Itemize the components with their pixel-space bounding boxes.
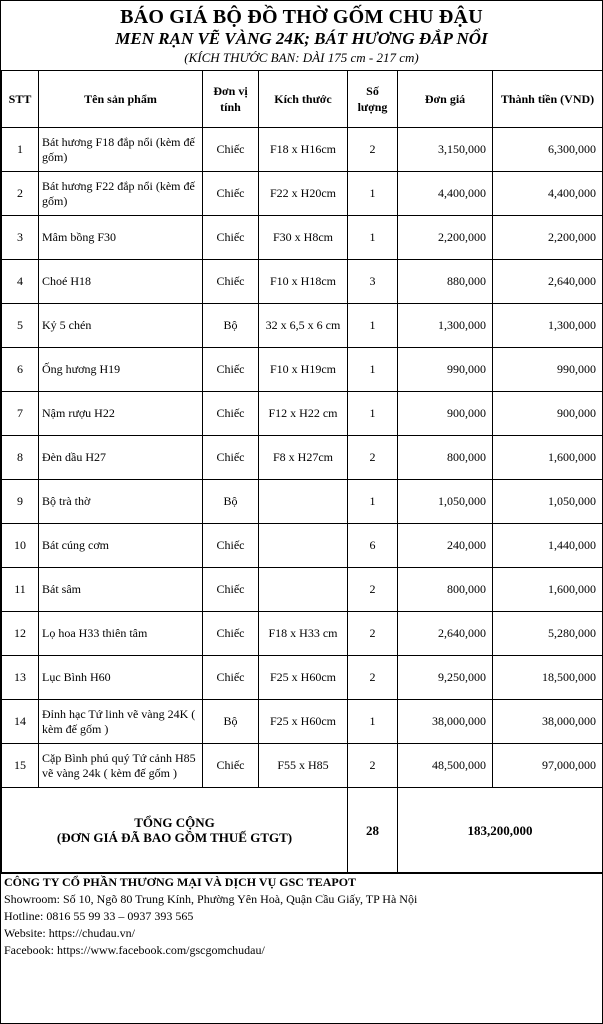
cell-size — [259, 480, 348, 524]
table-header-row — [2, 71, 603, 128]
table-row — [2, 216, 603, 260]
cell-qty: 1 — [348, 392, 398, 436]
company-name: CÔNG TY CỔ PHẦN THƯƠNG MẠI VÀ DỊCH VỤ GSC TEAPOT — [4, 875, 357, 889]
table-row — [2, 744, 603, 788]
table-row — [2, 128, 603, 172]
document-header — [1, 5, 602, 67]
cell-unit: Chiếc — [203, 392, 259, 436]
cell-size: F25 x H60cm — [259, 700, 348, 744]
header-price: Đơn giá — [398, 71, 493, 128]
cell-size: F18 x H16cm — [259, 128, 348, 172]
cell-line-total: 18,500,000 — [493, 656, 603, 700]
cell-line-total: 1,600,000 — [493, 436, 603, 480]
table-row — [2, 436, 603, 480]
cell-product-name: Bát cúng cơm — [39, 524, 203, 568]
cell-size: F12 x H22 cm — [259, 392, 348, 436]
cell-product-name: Kỷ 5 chén — [39, 304, 203, 348]
cell-size — [259, 568, 348, 612]
cell-size: F25 x H60cm — [259, 656, 348, 700]
table-row — [2, 700, 603, 744]
header-size: Kích thước — [259, 71, 348, 128]
cell-line-total: 1,600,000 — [493, 568, 603, 612]
cell-stt: 2 — [2, 172, 39, 216]
showroom-address: Showroom: Số 10, Ngõ 80 Trung Kính, Phường Yên Hoà, Quận Cầu Giấy, TP Hà Nội — [4, 892, 418, 906]
cell-unit: Chiếc — [203, 260, 259, 304]
cell-unit-price: 4,400,000 — [398, 172, 493, 216]
cell-product-name: Đỉnh hạc Tứ linh vẽ vàng 24K ( kèm đế gốm ) — [39, 700, 203, 744]
company-footer — [1, 873, 602, 959]
cell-line-total: 1,440,000 — [493, 524, 603, 568]
table-row — [2, 568, 603, 612]
cell-unit-price: 2,640,000 — [398, 612, 493, 656]
document-title: BÁO GIÁ BỘ ĐỒ THỜ GỐM CHU ĐẬU — [120, 6, 483, 28]
cell-qty: 2 — [348, 128, 398, 172]
cell-unit-price: 800,000 — [398, 568, 493, 612]
cell-qty: 1 — [348, 216, 398, 260]
cell-qty: 1 — [348, 700, 398, 744]
cell-unit: Chiếc — [203, 128, 259, 172]
cell-stt: 10 — [2, 524, 39, 568]
cell-unit: Chiếc — [203, 216, 259, 260]
cell-qty: 1 — [348, 348, 398, 392]
summary-label: TỔNG CỘNG — [134, 815, 215, 830]
cell-product-name: Cặp Bình phú quý Tứ cảnh H85 vẽ vàng 24k ( kèm đế gốm ) — [39, 744, 203, 788]
header-qty: Số lượng — [348, 71, 398, 128]
cell-unit-price: 800,000 — [398, 436, 493, 480]
cell-unit-price: 2,200,000 — [398, 216, 493, 260]
table-row — [2, 260, 603, 304]
cell-product-name: Bát hương F22 đắp nổi (kèm đế gốm) — [39, 172, 203, 216]
cell-unit: Chiếc — [203, 744, 259, 788]
cell-size: F10 x H18cm — [259, 260, 348, 304]
cell-size: F18 x H33 cm — [259, 612, 348, 656]
cell-qty: 6 — [348, 524, 398, 568]
cell-qty: 2 — [348, 656, 398, 700]
cell-stt: 6 — [2, 348, 39, 392]
cell-unit: Bộ — [203, 304, 259, 348]
cell-size: 32 x 6,5 x 6 cm — [259, 304, 348, 348]
cell-unit-price: 880,000 — [398, 260, 493, 304]
table-row — [2, 392, 603, 436]
header-name: Tên sản phẩm — [39, 71, 203, 128]
website-link[interactable]: Website: https://chudau.vn/ — [4, 926, 136, 940]
cell-size: F30 x H8cm — [259, 216, 348, 260]
table-row — [2, 480, 603, 524]
cell-line-total: 97,000,000 — [493, 744, 603, 788]
cell-size: F22 x H20cm — [259, 172, 348, 216]
cell-line-total: 900,000 — [493, 392, 603, 436]
cell-qty: 2 — [348, 568, 398, 612]
cell-stt: 3 — [2, 216, 39, 260]
header-total: Thành tiền (VND) — [493, 71, 603, 128]
facebook-link[interactable]: Facebook: https://www.facebook.com/gscgomchudau/ — [4, 943, 265, 957]
cell-unit: Chiếc — [203, 656, 259, 700]
hotline: Hotline: 0816 55 99 33 – 0937 393 565 — [4, 909, 194, 923]
cell-stt: 14 — [2, 700, 39, 744]
cell-stt: 7 — [2, 392, 39, 436]
cell-line-total: 2,200,000 — [493, 216, 603, 260]
cell-line-total: 990,000 — [493, 348, 603, 392]
cell-stt: 4 — [2, 260, 39, 304]
cell-stt: 1 — [2, 128, 39, 172]
cell-unit-price: 990,000 — [398, 348, 493, 392]
cell-product-name: Bát sâm — [39, 568, 203, 612]
cell-qty: 1 — [348, 480, 398, 524]
cell-unit: Chiếc — [203, 172, 259, 216]
cell-stt: 13 — [2, 656, 39, 700]
cell-unit: Chiếc — [203, 524, 259, 568]
cell-product-name: Lục Bình H60 — [39, 656, 203, 700]
table-row — [2, 348, 603, 392]
cell-line-total: 1,050,000 — [493, 480, 603, 524]
cell-qty: 3 — [348, 260, 398, 304]
summary-qty: 28 — [348, 788, 398, 873]
cell-product-name: Bát hương F18 đắp nổi (kèm đế gốm) — [39, 128, 203, 172]
cell-size — [259, 524, 348, 568]
cell-product-name: Choé H18 — [39, 260, 203, 304]
cell-unit-price: 900,000 — [398, 392, 493, 436]
cell-stt: 11 — [2, 568, 39, 612]
cell-product-name: Bộ trà thờ — [39, 480, 203, 524]
cell-stt: 15 — [2, 744, 39, 788]
summary-row — [2, 788, 603, 873]
cell-line-total: 2,640,000 — [493, 260, 603, 304]
table-row — [2, 524, 603, 568]
cell-unit-price: 1,050,000 — [398, 480, 493, 524]
cell-line-total: 4,400,000 — [493, 172, 603, 216]
cell-unit-price: 240,000 — [398, 524, 493, 568]
cell-product-name: Mâm bồng F30 — [39, 216, 203, 260]
cell-size: F8 x H27cm — [259, 436, 348, 480]
cell-stt: 8 — [2, 436, 39, 480]
document-subtitle: MEN RẠN VẼ VÀNG 24K; BÁT HƯƠNG ĐẮP NỔI — [115, 29, 488, 48]
summary-vat-note: (ĐƠN GIÁ ĐÃ BAO GỒM THUẾ GTGT) — [56, 830, 293, 845]
cell-product-name: Lọ hoa H33 thiên tâm — [39, 612, 203, 656]
cell-line-total: 1,300,000 — [493, 304, 603, 348]
table-row — [2, 304, 603, 348]
cell-qty: 2 — [348, 612, 398, 656]
cell-size: F55 x H85 — [259, 744, 348, 788]
cell-product-name: Ống hương H19 — [39, 348, 203, 392]
cell-line-total: 38,000,000 — [493, 700, 603, 744]
cell-unit: Chiếc — [203, 436, 259, 480]
cell-unit: Chiếc — [203, 612, 259, 656]
cell-stt: 9 — [2, 480, 39, 524]
cell-stt: 12 — [2, 612, 39, 656]
cell-unit: Bộ — [203, 480, 259, 524]
table-row — [2, 656, 603, 700]
cell-unit-price: 38,000,000 — [398, 700, 493, 744]
cell-line-total: 5,280,000 — [493, 612, 603, 656]
size-note: (KÍCH THƯỚC BAN: DÀI 175 cm - 217 cm) — [184, 50, 419, 65]
cell-unit: Chiếc — [203, 568, 259, 612]
cell-unit-price: 1,300,000 — [398, 304, 493, 348]
header-unit: Đơn vị tính — [203, 71, 259, 128]
cell-unit-price: 3,150,000 — [398, 128, 493, 172]
cell-line-total: 6,300,000 — [493, 128, 603, 172]
cell-size: F10 x H19cm — [259, 348, 348, 392]
cell-qty: 2 — [348, 744, 398, 788]
price-table — [1, 70, 603, 873]
cell-qty: 1 — [348, 304, 398, 348]
cell-unit: Chiếc — [203, 348, 259, 392]
cell-unit: Bộ — [203, 700, 259, 744]
cell-unit-price: 9,250,000 — [398, 656, 493, 700]
summary-total: 183,200,000 — [398, 788, 603, 873]
summary-label-cell — [2, 788, 348, 873]
cell-qty: 1 — [348, 172, 398, 216]
cell-product-name: Nậm rượu H22 — [39, 392, 203, 436]
cell-stt: 5 — [2, 304, 39, 348]
header-stt: STT — [2, 71, 39, 128]
table-row — [2, 172, 603, 216]
cell-unit-price: 48,500,000 — [398, 744, 493, 788]
table-row — [2, 612, 603, 656]
cell-qty: 2 — [348, 436, 398, 480]
cell-product-name: Đèn dầu H27 — [39, 436, 203, 480]
